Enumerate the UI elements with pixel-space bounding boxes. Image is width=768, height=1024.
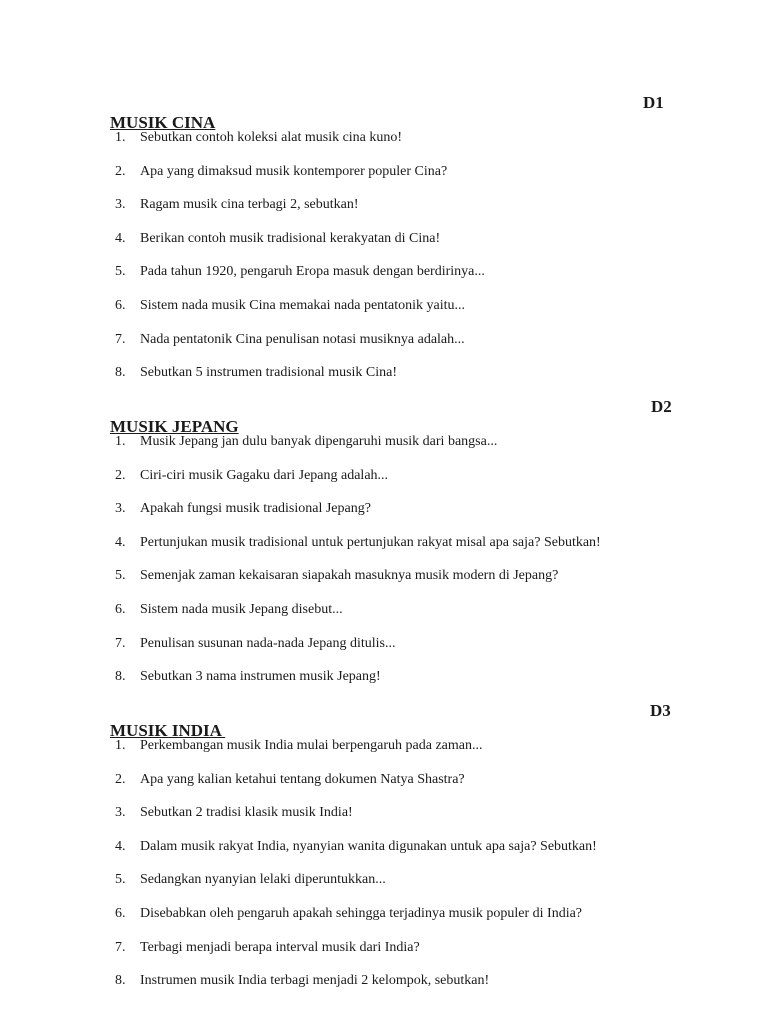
section-title: MUSIK JEPANG <box>110 417 239 436</box>
question-text: Terbagi menjadi berapa interval musik dari India? <box>140 939 420 955</box>
question-item <box>0 229 768 263</box>
question-text: Apakah fungsi musik tradisional Jepang? <box>140 501 371 517</box>
question-text: Sebutkan 2 tradisi klasik musik India! <box>140 805 353 821</box>
question-number: 3. <box>115 805 126 821</box>
question-number: 2. <box>115 771 126 787</box>
question-number: 5. <box>115 264 126 280</box>
question-text: Nada pentatonik Cina penulisan notasi musiknya adalah... <box>140 331 465 347</box>
question-text: Perkembangan musik India mulai berpengaruh pada zaman... <box>140 738 483 753</box>
section-title: MUSIK INDIA <box>110 721 221 740</box>
question-number: 8. <box>115 973 126 989</box>
question-number: 6. <box>115 905 126 921</box>
section-code: D3 <box>650 701 671 720</box>
question-number: 8. <box>115 669 126 685</box>
question-number: 5. <box>115 872 126 888</box>
question-item <box>0 938 768 972</box>
question-item <box>0 432 768 466</box>
question-text: Semenjak zaman kekaisaran siapakah masuknya musik modern di Jepang? <box>140 568 559 584</box>
question-text: Berikan contoh musik tradisional kerakyatan di Cina! <box>140 230 441 246</box>
question-number: 6. <box>115 601 126 617</box>
question-text: Sedangkan nyanyian lelaki diperuntukkan... <box>140 872 386 888</box>
question-text: Ragam musik cina terbagi 2, sebutkan! <box>140 197 359 213</box>
question-item <box>0 870 768 904</box>
question-item <box>0 634 768 668</box>
question-text: Apa yang kalian ketahui tentang dokumen Natya Shastra? <box>140 771 465 787</box>
question-number: 2. <box>115 467 126 483</box>
question-text: Sistem nada musik Cina memakai nada pentatonik yaitu... <box>140 297 466 313</box>
section-code: D2 <box>651 397 672 416</box>
question-number: 3. <box>115 197 126 213</box>
question-text: Instrumen musik India terbagi menjadi 2 kelompok, sebutkan! <box>140 973 490 989</box>
question-item <box>0 363 768 397</box>
question-number: 7. <box>115 939 126 955</box>
question-text: Penulisan susunan nada-nada Jepang ditulis... <box>140 635 396 651</box>
question-text: Pada tahun 1920, pengaruh Eropa masuk dengan berdirinya... <box>140 264 485 280</box>
question-item <box>0 128 768 162</box>
question-text: Sebutkan 5 instrumen tradisional musik Cina! <box>140 365 398 381</box>
question-list-india <box>0 736 768 1005</box>
question-number: 7. <box>115 331 126 347</box>
question-text: Musik Jepang jan dulu banyak dipengaruhi musik dari bangsa... <box>140 434 498 449</box>
question-text: Sebutkan contoh koleksi alat musik cina kuno! <box>140 130 403 145</box>
question-text: Disebabkan oleh pengaruh apakah sehingga terjadinya musik populer di India? <box>140 905 583 921</box>
question-number: 8. <box>115 365 126 381</box>
question-text: Pertunjukan musik tradisional untuk pertunjukan rakyat misal apa saja? Sebutkan! <box>140 534 601 550</box>
question-item <box>0 296 768 330</box>
question-text: Ciri-ciri musik Gagaku dari Jepang adalah... <box>140 467 389 483</box>
question-number: 4. <box>115 838 126 854</box>
question-text: Sistem nada musik Jepang disebut... <box>140 601 343 617</box>
question-item <box>0 262 768 296</box>
question-item <box>0 971 768 1005</box>
question-number: 1. <box>115 434 126 449</box>
question-number: 6. <box>115 297 126 313</box>
question-text: Dalam musik rakyat India, nyanyian wanita digunakan untuk apa saja? Sebutkan! <box>140 838 597 854</box>
question-number: 3. <box>115 501 126 517</box>
question-text: Apa yang dimaksud musik kontemporer populer Cina? <box>140 163 448 179</box>
section-title: MUSIK CINA <box>110 113 216 132</box>
question-number: 4. <box>115 230 126 246</box>
question-number: 5. <box>115 568 126 584</box>
question-item <box>0 600 768 634</box>
question-item <box>0 837 768 871</box>
question-item <box>0 195 768 229</box>
question-list-cina <box>0 128 768 397</box>
question-item <box>0 533 768 567</box>
question-item <box>0 162 768 196</box>
question-list-jepang <box>0 432 768 701</box>
question-item <box>0 803 768 837</box>
question-number: 1. <box>115 738 126 753</box>
question-item <box>0 330 768 364</box>
question-number: 2. <box>115 163 126 179</box>
question-item <box>0 736 768 770</box>
question-item <box>0 667 768 701</box>
question-number: 7. <box>115 635 126 651</box>
question-item <box>0 499 768 533</box>
question-number: 1. <box>115 130 126 145</box>
question-item <box>0 904 768 938</box>
question-number: 4. <box>115 534 126 550</box>
section-code: D1 <box>643 93 664 112</box>
question-item <box>0 770 768 804</box>
question-text: Sebutkan 3 nama instrumen musik Jepang! <box>140 669 381 685</box>
question-item <box>0 466 768 500</box>
question-item <box>0 566 768 600</box>
